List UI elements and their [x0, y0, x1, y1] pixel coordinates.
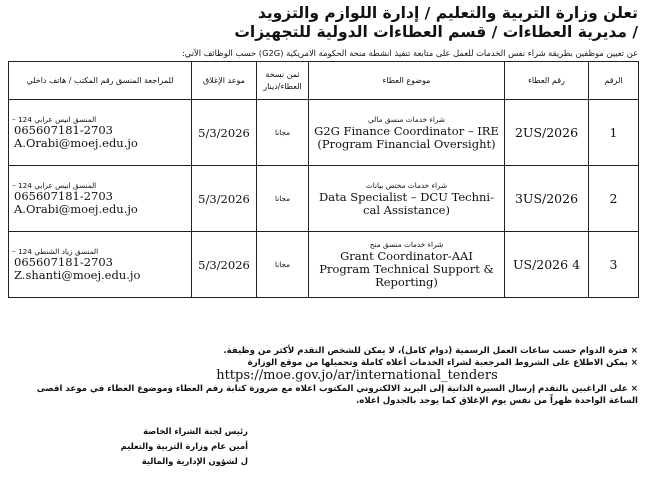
contact-phone: 065607181-2703	[14, 255, 114, 269]
contact-phone: 065607181-2703	[14, 123, 114, 137]
note-submission: × على الراغبين بالتقدم إرسال السيرة الذاتية إلى البريد الالكتروني المكتوب اعلاه مع ضرورة كتابة رقم العطاء وموضوع العطاء في موعد اقصى	[36, 384, 638, 394]
contact-email: A.Orabi@moej.edu.jo	[14, 136, 138, 150]
header-tender-no: رقم العطاء	[505, 62, 589, 100]
notes-section	[6, 345, 638, 407]
subject-arabic: شراء خدمات منسق مالي	[367, 114, 446, 124]
row-index: 1	[589, 100, 639, 166]
row-closing: 5/3/2026	[192, 232, 257, 298]
subject-arabic: شراء خدمات مختص بيانات	[365, 180, 448, 190]
subject-english-2: cal Assistance)	[363, 202, 450, 217]
row-price: مجانا	[257, 232, 309, 298]
signature-line-1: رئيس لجنة الشراء الخاصة	[143, 426, 248, 436]
header-contact: للمراجعة المنسق رقم المكتب / هاتف داخلي	[9, 62, 192, 100]
subject-english-1: Data Specialist – DCU Techni-	[319, 189, 494, 204]
announcement-subtitle: عن تعيين موظفين بطريقة شراء نفس الخدمات للعمل على متابعة تنفيذ انشطة منحة الحكومة الامريكية (G2G) حسب الوظائف الآتي:	[182, 48, 638, 58]
subject-english-3: Reporting)	[375, 275, 438, 289]
subject-english-2: Program Technical Support &	[319, 262, 494, 276]
note-deadline: الساعة الواحدة ظهراً من نفس يوم الإغلاق كما يوجد بالجدول اعلاه.	[356, 396, 638, 406]
header-index: الرقم	[589, 62, 639, 100]
signature-line-3: ل لشؤون الإدارية والمالية	[141, 456, 248, 466]
ministry-website-link[interactable]: https://moe.gov.jo/ar/international_tenders	[216, 368, 498, 383]
row-tender-no: US/2026 4	[505, 232, 589, 298]
subject-english-2: (Program Financial Oversight)	[317, 136, 496, 151]
contact-email: Z.shanti@moej.edu.jo	[14, 268, 141, 282]
table-row	[9, 100, 639, 166]
row-index: 3	[589, 232, 639, 298]
row-subject	[309, 232, 505, 298]
row-closing: 5/3/2026	[192, 166, 257, 232]
row-price: مجانا	[257, 166, 309, 232]
row-contact	[9, 100, 192, 166]
row-subject	[309, 100, 505, 166]
signature-line-2: أمين عام وزارة التربية والتعليم	[120, 441, 248, 451]
announcement-title	[8, 4, 638, 42]
row-closing: 5/3/2026	[192, 100, 257, 166]
subject-english-1: Grant Coordinator-AAI	[340, 249, 473, 263]
row-price: مجانا	[257, 100, 309, 166]
signature-block	[8, 424, 248, 469]
header-closing: موعد الإغلاق	[192, 62, 257, 100]
note-duty-hours: × فترة الدوام حسب ساعات العمل الرسمية (دوام كامل)، لا يمكن للشخص التقدم لأكثر من وظيفة.	[223, 346, 638, 356]
row-tender-no: 2US/2026	[505, 100, 589, 166]
row-contact	[9, 232, 192, 298]
note-terms: × يمكن الاطلاع على الشروط المرجعية لشراء الخدمات أعلاه كاملة وتحميلها من موقع الوزارة	[247, 358, 638, 368]
contact-name: المنسق زياد الشنطي 124 –	[12, 247, 99, 256]
contact-phone: 065607181-2703	[14, 189, 114, 203]
subject-english-1: G2G Finance Coordinator – IRE	[314, 123, 499, 138]
row-contact	[9, 166, 192, 232]
contact-email: A.Orabi@moej.edu.jo	[14, 202, 138, 216]
row-subject	[309, 166, 505, 232]
header-subject: موضوع العطاء	[309, 62, 505, 100]
table-header-row	[9, 62, 639, 100]
header-price: ثمن نسخة العطاء/دينار	[257, 62, 309, 100]
row-index: 2	[589, 166, 639, 232]
contact-name: المنسق انيس عرابي 124 –	[12, 181, 97, 190]
title-line-2: / مديرية العطاءات / قسم العطاءات الدولية للتجهيزات	[234, 23, 638, 41]
subject-arabic: شراء خدمات منسق منح	[369, 240, 444, 249]
table-row	[9, 232, 639, 298]
table-row	[9, 166, 639, 232]
row-tender-no: 3US/2026	[505, 166, 589, 232]
title-line-1: تعلن وزارة التربية والتعليم / إدارة اللوازم والتزويد	[257, 4, 638, 22]
contact-name: المنسق انيس عرابي 124 –	[12, 115, 97, 124]
tenders-table	[8, 61, 639, 298]
